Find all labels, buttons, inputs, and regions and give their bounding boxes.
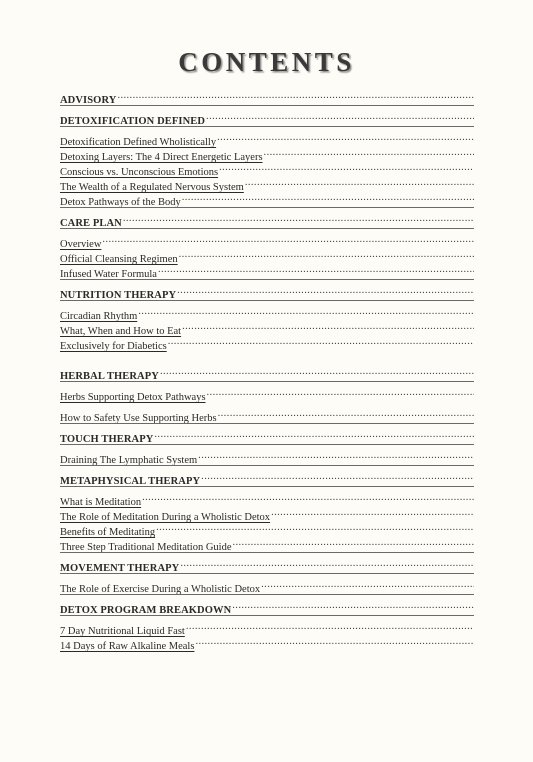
toc-entry-label[interactable]: Benefits of Meditating <box>60 527 156 538</box>
dot-leader <box>159 365 474 379</box>
dot-leader <box>153 428 474 442</box>
toc-item[interactable] <box>60 320 474 337</box>
dot-leader <box>141 491 474 505</box>
toc-entry-label[interactable]: Circadian Rhythm <box>60 311 138 322</box>
toc-section-herbal-therapy[interactable] <box>60 365 474 382</box>
dot-leader <box>216 131 474 145</box>
dot-leader <box>167 335 474 349</box>
toc-item[interactable] <box>60 635 474 652</box>
dot-leader <box>231 599 474 613</box>
toc-item[interactable] <box>60 131 474 148</box>
dot-leader <box>181 191 474 205</box>
divider <box>60 279 474 280</box>
dot-leader <box>116 89 474 103</box>
toc-item[interactable] <box>60 248 474 265</box>
toc-entry-label[interactable]: What is Meditation <box>60 497 142 508</box>
toc-entry-label[interactable]: The Role of Exercise During a Wholistic Detox <box>60 584 261 595</box>
dot-leader <box>101 233 474 247</box>
toc-entry-label[interactable]: 7 Day Nutritional Liquid Fast <box>60 626 185 637</box>
toc-entry-label[interactable]: Detox Pathways of the Body <box>60 197 181 208</box>
dot-leader <box>244 176 474 190</box>
divider <box>60 105 474 106</box>
toc-item[interactable] <box>60 620 474 637</box>
divider <box>60 552 474 553</box>
toc-section-touch-therapy[interactable] <box>60 428 474 445</box>
toc-entry-label[interactable]: 14 Days of Raw Alkaline Meals <box>60 641 195 652</box>
dot-leader <box>200 470 474 484</box>
dot-leader <box>137 305 474 319</box>
toc-entry-label[interactable]: Herbs Supporting Detox Pathways <box>60 392 206 403</box>
toc-section-advisory[interactable] <box>60 89 474 106</box>
dot-leader <box>122 212 474 226</box>
divider <box>60 228 474 229</box>
dot-leader <box>157 263 474 277</box>
toc-entry-label[interactable]: CARE PLAN <box>60 218 122 229</box>
toc-entry-label[interactable]: Three Step Traditional Meditation Guide <box>60 542 232 553</box>
toc-entry-label[interactable]: DETOX PROGRAM BREAKDOWN <box>60 605 232 616</box>
dot-leader <box>197 449 474 463</box>
divider <box>60 207 474 208</box>
toc-item[interactable] <box>60 176 474 193</box>
toc-item[interactable] <box>60 146 474 163</box>
dot-leader <box>218 161 474 175</box>
divider <box>60 444 474 445</box>
toc-entry-label[interactable]: HERBAL THERAPY <box>60 371 159 382</box>
toc-entry-label[interactable]: The Role of Meditation During a Wholistic Detox <box>60 512 271 523</box>
toc-section-metaphysical-therapy[interactable] <box>60 470 474 487</box>
toc-item[interactable] <box>60 536 474 553</box>
toc-item[interactable] <box>60 161 474 178</box>
dot-leader <box>205 110 474 124</box>
toc-entry-label[interactable]: Exclusively for Diabetics <box>60 341 167 352</box>
toc-item[interactable] <box>60 506 474 523</box>
dot-leader <box>270 506 474 520</box>
toc-item[interactable] <box>60 335 474 352</box>
dot-leader <box>231 536 474 550</box>
dot-leader <box>217 407 474 421</box>
toc-entry-label[interactable]: TOUCH THERAPY <box>60 434 154 445</box>
toc-item[interactable] <box>60 233 474 250</box>
dot-leader <box>155 521 474 535</box>
dot-leader <box>185 620 474 634</box>
divider <box>60 615 474 616</box>
divider <box>60 465 474 466</box>
divider <box>60 423 474 424</box>
divider <box>60 300 474 301</box>
dot-leader <box>176 284 474 298</box>
divider <box>60 381 474 382</box>
toc-entry-label[interactable]: MOVEMENT THERAPY <box>60 563 180 574</box>
toc-entry-label[interactable]: What, When and How to Eat <box>60 326 182 337</box>
toc-entry-label[interactable]: NUTRITION THERAPY <box>60 290 177 301</box>
toc-item[interactable] <box>60 578 474 595</box>
toc-section-detoxification-defined[interactable] <box>60 110 474 127</box>
toc-item[interactable] <box>60 491 474 508</box>
dot-leader <box>179 557 474 571</box>
divider <box>60 594 474 595</box>
toc-entry-label[interactable]: Draining The Lymphatic System <box>60 455 198 466</box>
toc-entry-label[interactable]: DETOXIFICATION DEFINED <box>60 116 206 127</box>
toc-section-detox-program-breakdown[interactable] <box>60 599 474 616</box>
dot-leader <box>194 635 474 649</box>
divider <box>60 486 474 487</box>
toc-section-movement-therapy[interactable] <box>60 557 474 574</box>
toc-entry-label[interactable]: METAPHYSICAL THERAPY <box>60 476 201 487</box>
toc-entry-label[interactable]: Conscious vs. Unconscious Emotions <box>60 167 219 178</box>
divider <box>60 573 474 574</box>
toc-entry-label[interactable]: Detoxification Defined Wholistically <box>60 137 217 148</box>
toc-entry-label[interactable]: The Wealth of a Regulated Nervous System <box>60 182 244 193</box>
page-title: CONTENTS <box>178 47 355 77</box>
toc-item[interactable] <box>60 449 474 466</box>
dot-leader <box>260 578 474 592</box>
toc-entry-label[interactable]: Overview <box>60 239 102 250</box>
toc-item[interactable] <box>60 263 474 280</box>
toc-item[interactable] <box>60 305 474 322</box>
toc-entry-label[interactable]: Infused Water Formula <box>60 269 157 280</box>
divider <box>60 126 474 127</box>
toc-entry-label[interactable]: How to Safety Use Supporting Herbs <box>60 413 217 424</box>
toc-entry-label[interactable]: Official Cleansing Regimen <box>60 254 178 265</box>
dot-leader <box>181 320 474 334</box>
dot-leader <box>178 248 474 262</box>
toc-item[interactable] <box>60 386 474 403</box>
toc-entry-label[interactable]: ADVISORY <box>60 95 117 106</box>
toc-item[interactable] <box>60 407 474 424</box>
toc-section-care-plan[interactable] <box>60 212 474 229</box>
toc-entry-label[interactable]: Detoxing Layers: The 4 Direct Energetic Layers <box>60 152 263 163</box>
dot-leader <box>263 146 474 160</box>
toc-item[interactable] <box>60 521 474 538</box>
toc-section-nutrition-therapy[interactable] <box>60 284 474 301</box>
dot-leader <box>206 386 474 400</box>
toc-item[interactable] <box>60 191 474 208</box>
